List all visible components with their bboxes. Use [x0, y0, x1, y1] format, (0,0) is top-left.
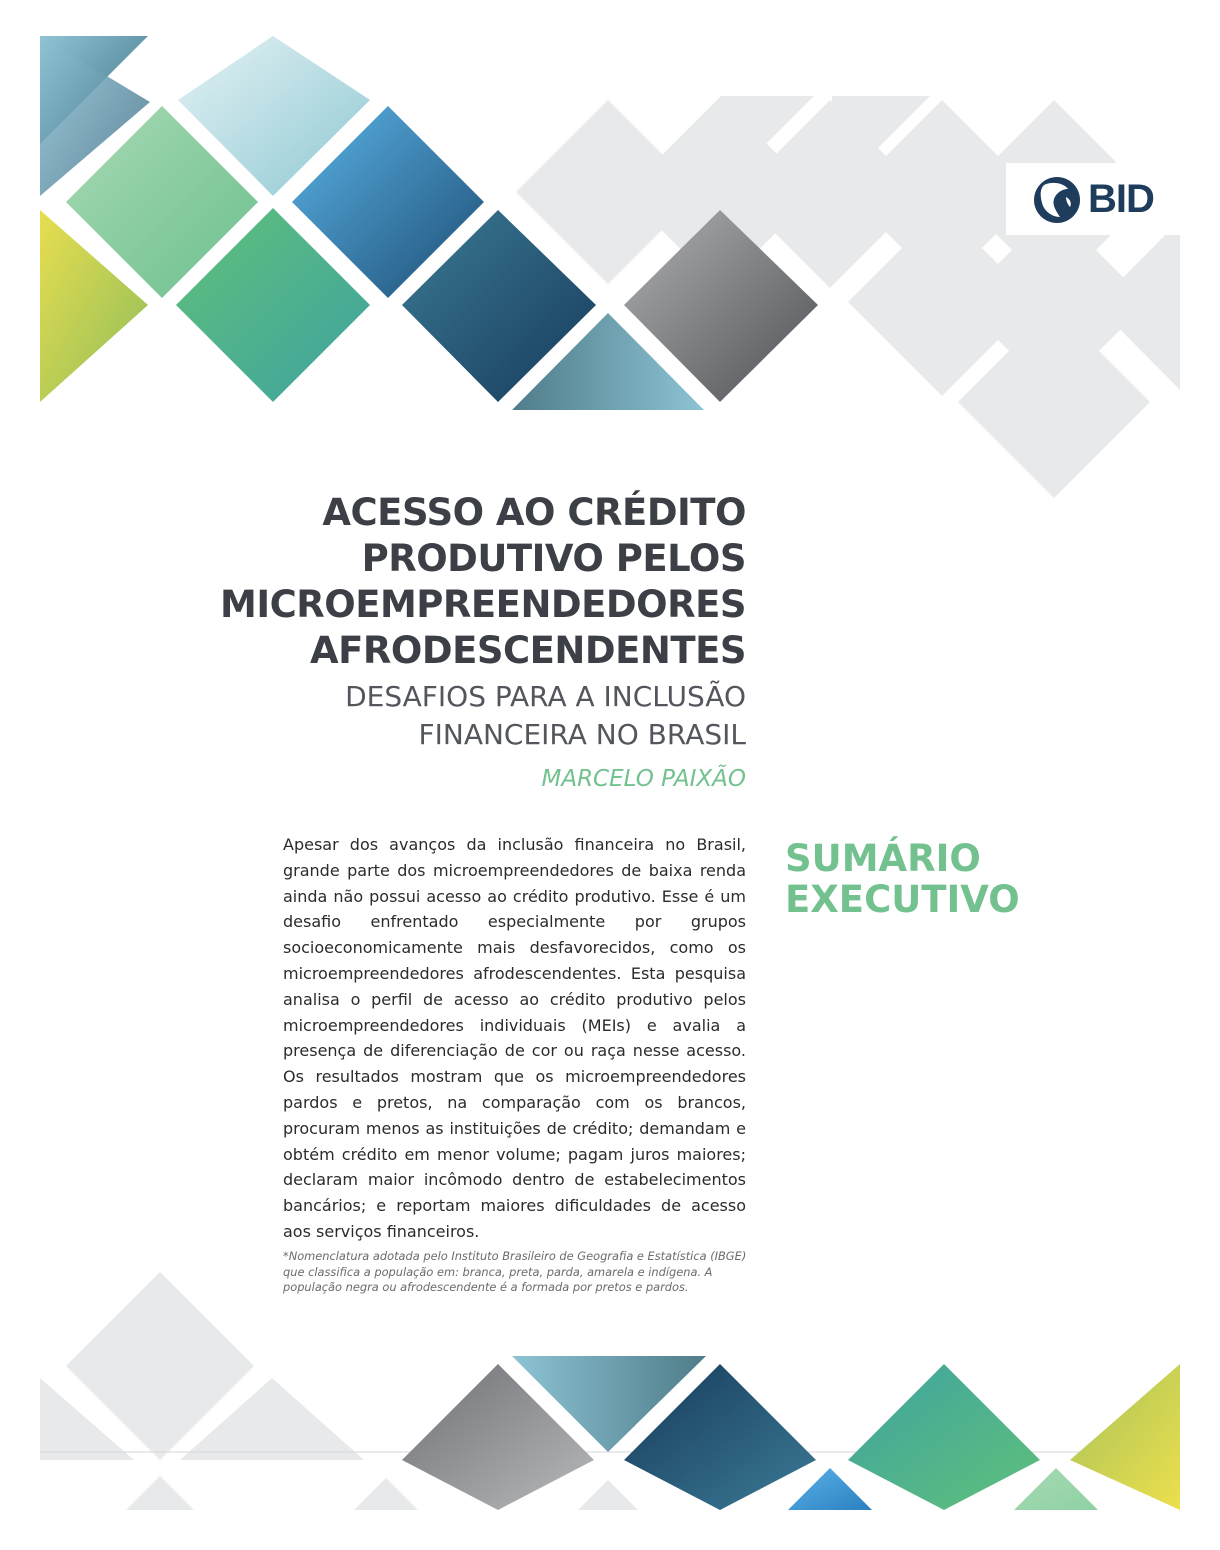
- abstract-paragraph: Apesar dos avanços da inclusão financeira no Brasil, grande parte dos microempreendedores de baixa renda ainda não possui acesso ao crédito produtivo. Esse é um desafio enfrentado especialmente por grupos socioeconomicamente mais desfavorecidos, como os microempreendedores afrodescendentes. Esta pesquisa analisa o perfil de acesso ao crédito produtivo pelos microempreendedores individuais (MEIs) e avalia a presença de diferenciação de cor ou raça nesse acesso. Os resultados mostram que os microempreendedores pardos e pretos, na comparação com os brancos, procuram menos as instituições de crédito; demandam e obtém crédito em menor volume; pagam juros maiores; declaram maior incômodo dentro de estabelecimentos bancários; e reportam maiores dificuldades de acesso aos serviços financeiros.: [283, 835, 746, 1241]
- subtitle-line: FINANCEIRA NO BRASIL: [418, 718, 746, 751]
- document-subtitle: [150, 678, 746, 754]
- document-title: [150, 490, 746, 674]
- title-line: AFRODESCENDENTES: [310, 629, 746, 672]
- decorative-top-pattern: [0, 0, 1220, 520]
- bid-logo: [1006, 163, 1180, 235]
- summary-heading: [785, 838, 1085, 920]
- globe-icon: [1030, 175, 1084, 225]
- author-name: MARCELO PAIXÃO: [541, 766, 746, 792]
- gray-diamond-group: [516, 96, 1180, 498]
- summary-heading-line: EXECUTIVO: [785, 878, 1020, 921]
- title-line: ACESSO AO CRÉDITO: [322, 491, 746, 534]
- summary-heading-line: SUMÁRIO: [785, 837, 981, 880]
- logo-wordmark: BID: [1088, 177, 1154, 221]
- title-block: [150, 490, 746, 796]
- title-line: MICROEMPREENDEDORES: [220, 583, 746, 626]
- gray-diamond-group: [40, 1272, 638, 1510]
- title-line: PRODUTIVO PELOS: [361, 537, 746, 580]
- subtitle-line: DESAFIOS PARA A INCLUSÃO: [345, 680, 746, 713]
- footnote: *Nomenclatura adotada pelo Instituto Brasileiro de Geografia e Estatística (IBGE) que classifica a população em: branca, preta, parda, amarela e indígena. A população negra ou afrodescendente é a formada por pretos e pardos.: [283, 1249, 747, 1294]
